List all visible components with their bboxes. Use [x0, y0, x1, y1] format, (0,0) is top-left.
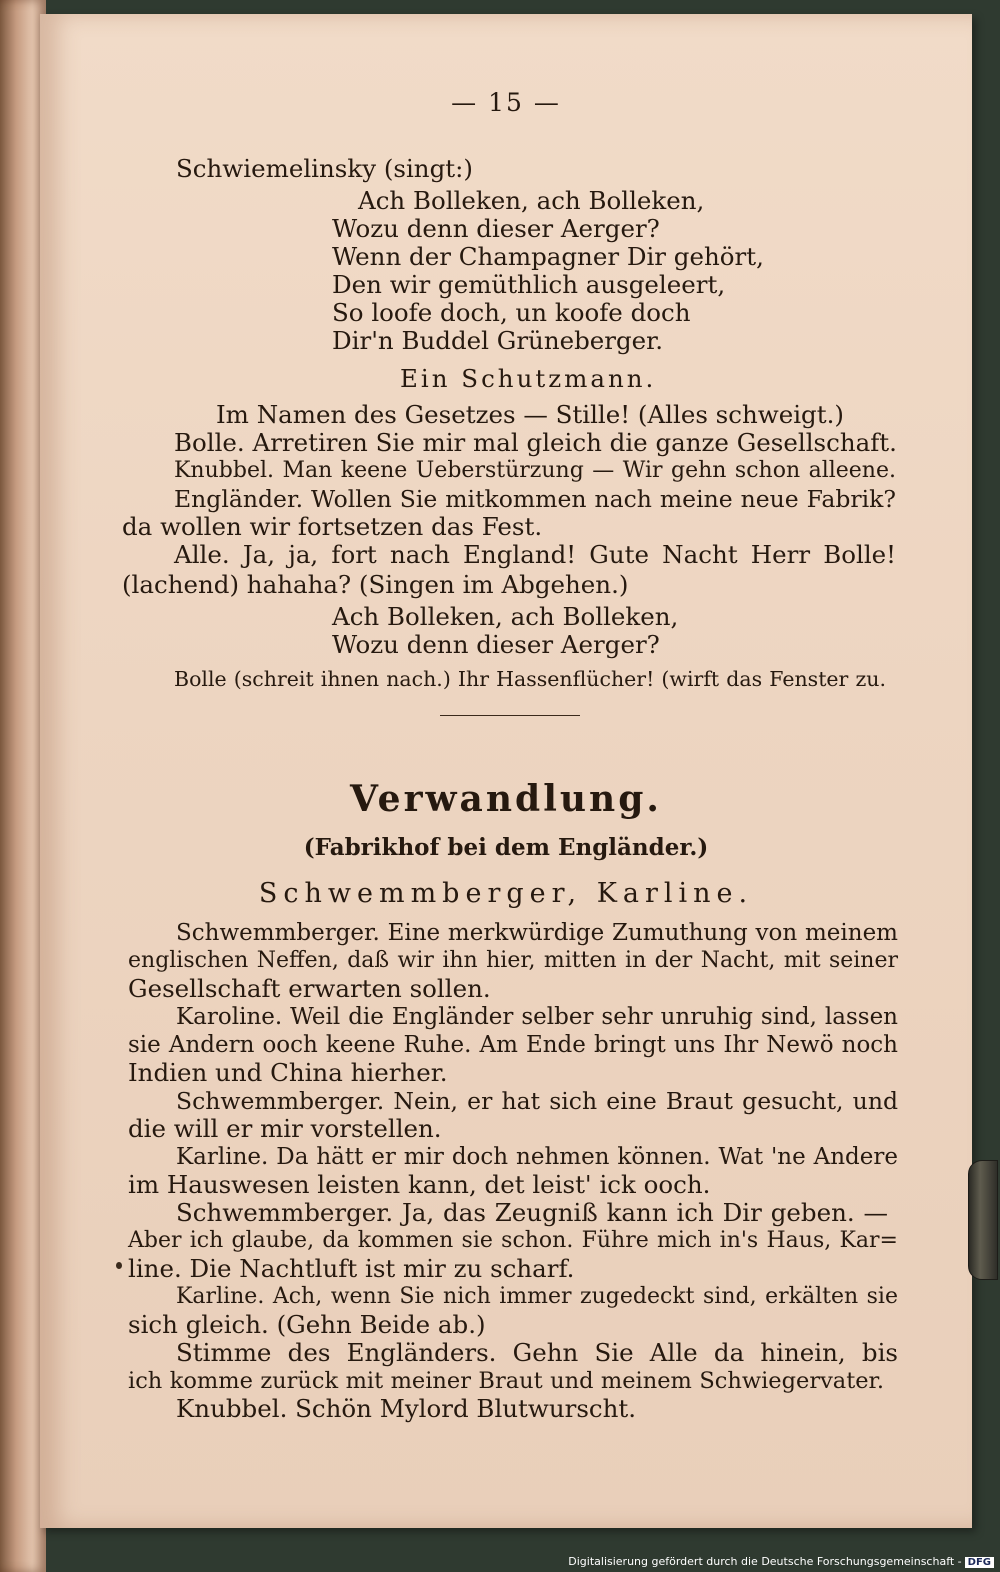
text-line: Bolle. Arretiren Sie mir mal gleich die ganze Gesellschaft.	[174, 428, 897, 457]
text-line: Schwemmberger. Ja, das Zeugniß kann ich Dir geben. —	[176, 1198, 888, 1227]
text-line: So loofe doch, un koofe doch	[332, 298, 691, 327]
text-line: Im Namen des Gesetzes — Stille! (Alles schweigt.)	[216, 400, 844, 429]
text-line: line. Die Nachtluft ist mir zu scharf.	[128, 1254, 575, 1283]
text-line: Aber ich glaube, da kommen sie schon. Führe mich in's Haus, Kar=	[128, 1228, 898, 1253]
text-line: Gesellschaft erwarten sollen.	[128, 974, 491, 1003]
page-number: — 15 —	[451, 88, 561, 117]
text-line: Stimme des Engländers. Gehn Sie Alle da hinein, bis	[176, 1338, 898, 1367]
text-line: Schwemmberger. Nein, er hat sich eine Braut gesucht, und	[176, 1087, 898, 1115]
text-line: englischen Neffen, daß wir ihn hier, mitten in der Nacht, mit seiner	[128, 948, 898, 973]
text-line: Karline. Da hätt er mir doch nehmen können. Wat 'ne Andere	[176, 1144, 898, 1170]
text-line: Knubbel. Man keene Ueberstürzung — Wir gehn schon alleene.	[174, 458, 896, 483]
text-line: Indien und China hierher.	[128, 1058, 448, 1087]
ink-spot	[116, 1262, 122, 1269]
dfg-logo: DFG	[965, 1557, 994, 1568]
speaker-heading: Ein Schutzmann.	[400, 364, 657, 393]
text-line: ich komme zurück mit meiner Braut und meinem Schwiegervater.	[128, 1368, 884, 1394]
text-line: Knubbel. Schön Mylord Blutwurscht.	[176, 1394, 637, 1423]
page-clip	[968, 1160, 998, 1280]
text-line: Karline. Ach, wenn Sie nich immer zugedeckt sind, erkälten sie	[176, 1284, 898, 1309]
text-line: Wozu denn dieser Aerger?	[332, 630, 660, 659]
text-line: Den wir gemüthlich ausgeleert,	[332, 270, 726, 299]
digitization-footer	[568, 1555, 994, 1568]
text-line: sich gleich. (Gehn Beide ab.)	[128, 1310, 486, 1339]
footer-text: Digitalisierung gefördert durch die Deutsche Forschungsgemeinschaft -	[568, 1555, 962, 1568]
text-line: im Hauswesen leisten kann, det leist' ick ooch.	[128, 1170, 711, 1199]
text-line: Schwemmberger. Eine merkwürdige Zumuthung von meinem	[176, 920, 898, 946]
text-line: Engländer. Wollen Sie mitkommen nach meine neue Fabrik?	[174, 485, 896, 513]
scene-subheading: (Fabrikhof bei dem Engländer.)	[303, 834, 709, 861]
book-page	[40, 14, 972, 1528]
text-line: Schwiemelinsky (singt:)	[176, 154, 473, 183]
text-line: sie Andern ooch keene Ruhe. Am Ende bringt uns Ihr Newö noch	[128, 1032, 898, 1058]
text-line: Ach Bolleken, ach Bolleken,	[358, 186, 705, 215]
scene-heading: Verwandlung.	[350, 778, 662, 820]
scene-cast: Schwemmberger, Karline.	[258, 878, 754, 909]
text-line: Alle. Ja, ja, fort nach England! Gute Nacht Herr Bolle!	[174, 540, 896, 569]
text-line: Karoline. Weil die Engländer selber sehr unruhig sind, lassen	[176, 1004, 898, 1030]
text-line: (lachend) hahaha? (Singen im Abgehen.)	[122, 570, 629, 599]
text-line: die will er mir vorstellen.	[128, 1114, 442, 1143]
text-line: Bolle (schreit ihnen nach.) Ihr Hassenflücher! (wirft das Fenster zu.	[174, 667, 886, 691]
text-line: da wollen wir fortsetzen das Fest.	[122, 512, 543, 541]
text-line: Dir'n Buddel Grüneberger.	[332, 326, 663, 355]
text-line: Ach Bolleken, ach Bolleken,	[332, 602, 679, 631]
text-line: Wenn der Champagner Dir gehört,	[332, 242, 764, 271]
text-line: Wozu denn dieser Aerger?	[332, 214, 660, 243]
section-divider	[440, 715, 580, 716]
